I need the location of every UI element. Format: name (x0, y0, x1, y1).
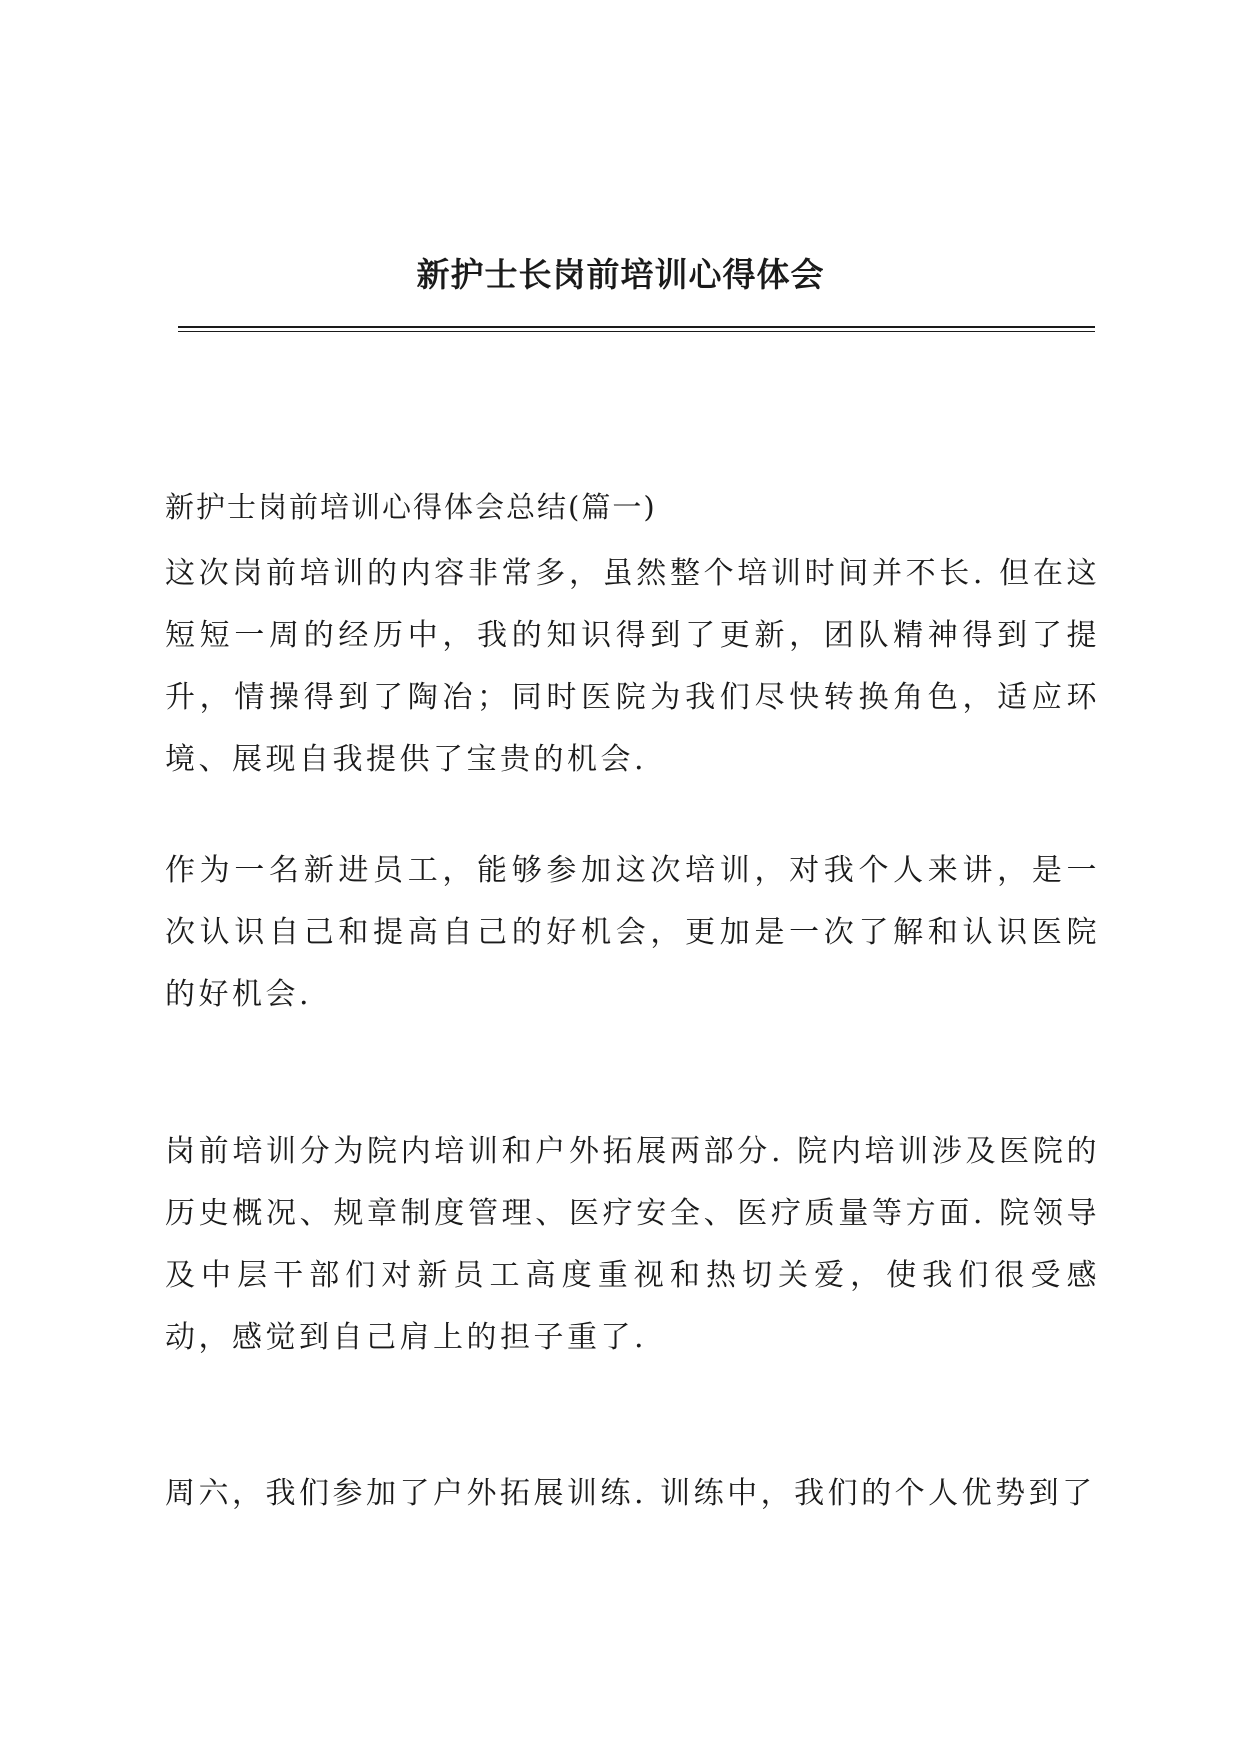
paragraph-4: 周六，我们参加了户外拓展训练. 训练中，我们的个人优势到了 (165, 1476, 1096, 1511)
section-heading: 新护士岗前培训心得体会总结(篇一) (165, 490, 657, 524)
paragraph-1: 这次岗前培训的内容非常多，虽然整个培训时间并不长. 但在这短短一周的经历中，我的知识得到了更新，团队精神得到了提升，情操得到了陶冶；同时医院为我们尽快转换角色，适应环境、展现自我提供了宝贵的机会. (165, 556, 1100, 777)
document-title: 新护士长岗前培训心得体会 (416, 255, 825, 294)
title-divider (178, 326, 1095, 328)
title-divider-thin (178, 331, 1095, 332)
paragraph-3: 岗前培训分为院内培训和户外拓展两部分. 院内培训涉及医院的历史概况、规章制度管理、医疗安全、医疗质量等方面. 院领导及中层干部们对新员工高度重视和热切关爱，使我们很受感动，感觉到自己肩上的担子重了. (165, 1134, 1100, 1355)
paragraph-2: 作为一名新进员工，能够参加这次培训，对我个人来讲，是一次认识自己和提高自己的好机会，更加是一次了解和认识医院的好机会. (165, 853, 1100, 1012)
